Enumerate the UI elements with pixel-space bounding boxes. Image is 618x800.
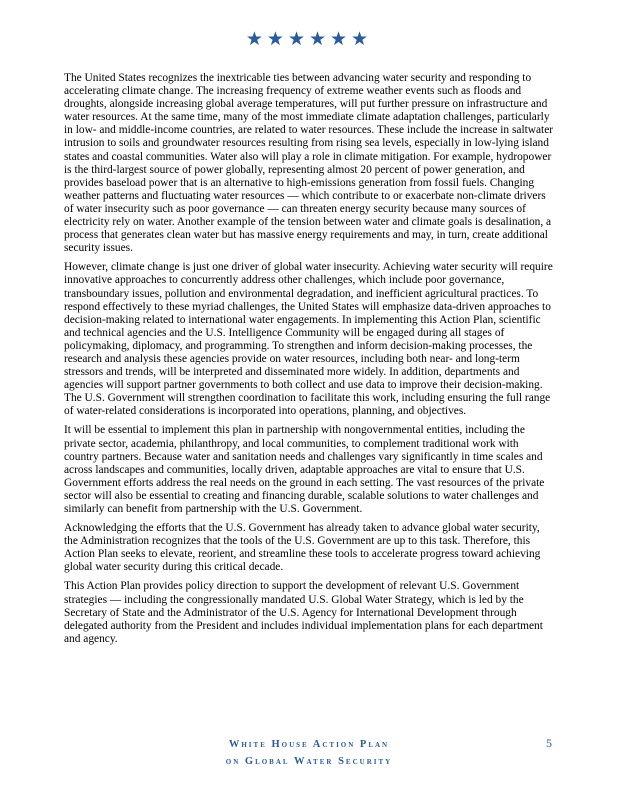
body-text (64, 72, 556, 652)
footer-title (0, 736, 618, 770)
paragraph: This Action Plan provides policy direction to support the development of relevant U.S. Government strategies — including the congressionally mandated U.S. Global Water Strategy, which is led by the Secretary of State and the Administrator of the U.S. Agency for International Development through delegated authority from the President and includes individual implementation plans for each department and agency. (64, 580, 543, 645)
paragraph: The United States recognizes the inextricable ties between advancing water security and responding to accelerating climate change. The increasing frequency of extreme weather events such as floods and droughts, alongside increasing global average temperatures, will put further pressure on infrastructure and water resources. At the same time, many of the most immediate climate adaptation challenges, particularly in low- and middle-income countries, are related to water resources. These include the increase in saltwater intrusion to soils and groundwater resources resulting from rising sea levels, especially in low-lying island states and coastal communities. Water also will play a role in climate mitigation. For example, hydropower is the third-largest source of power globally, representing almost 20 percent of power generation, and provides baseload power that is an alternative to high-emissions generation from fossil fuels. Changing weather patterns and fluctuating water resources — which contribute to or exacerbate non-climate drivers of water insecurity such as poor governance — can threaten energy security because many sources of electricity rely on water. Another example of the tension between water and climate goals is desalination, a process that generates clean water but has massive energy requirements and may, in turn, create additional security issues. (64, 72, 554, 255)
paragraph: However, climate change is just one driver of global water insecurity. Achieving water security will require innovative approaches to concurrently address other challenges, which include poor governance, transboundary issues, pollution and environmental degradation, and inefficient agricultural practices. To respond effectively to these myriad challenges, the United States will emphasize data-driven approaches to decision-making related to international water engagements. In implementing this Action Plan, scientific and technical agencies and the U.S. Intelligence Community will be engaged during all stages of policymaking, diplomacy, and programming. To strengthen and inform decision-making processes, the research and analysis these agencies provide on water resources, including both near- and long-term stressors and trends, will be interpreted and disseminated more widely. In addition, departments and agencies will support partner governments to both collect and use data to improve their decision-making. The U.S. Government will strengthen coordination to facilitate this work, including ensuring the full range of water-related considerations is incorporated into operations, planning, and objectives. (64, 261, 553, 418)
paragraph: Acknowledging the efforts that the U.S. Government has already taken to advance global water security, the Administration recognizes that the tools of the U.S. Government are up to this task. Therefore, this Action Plan seeks to elevate, reorient, and streamline these tools to accelerate progress toward achieving global water security during this critical decade. (64, 522, 541, 574)
page-number: 5 (546, 736, 552, 750)
paragraph: It will be essential to implement this plan in partnership with nongovernmental entities, including the private sector, academia, philanthropy, and local communities, to complement traditional work with country partners. Because water and sanitation needs and challenges vary significantly in time scales and across landscapes and communities, locally driven, adaptable approaches are vital to ensure that U.S. Government efforts address the real needs on the ground in each setting. The vast resources of the private sector will also be essential to creating and financing durable, scalable solutions to water challenges and similarly can benefit from partnership with the U.S. Government. (64, 424, 545, 515)
header-stars-decoration: ★★★★★★ (245, 28, 373, 50)
footer-title-line-1: White House Action Plan (228, 739, 390, 750)
footer-title-line-2: on Global Water Security (225, 756, 393, 767)
